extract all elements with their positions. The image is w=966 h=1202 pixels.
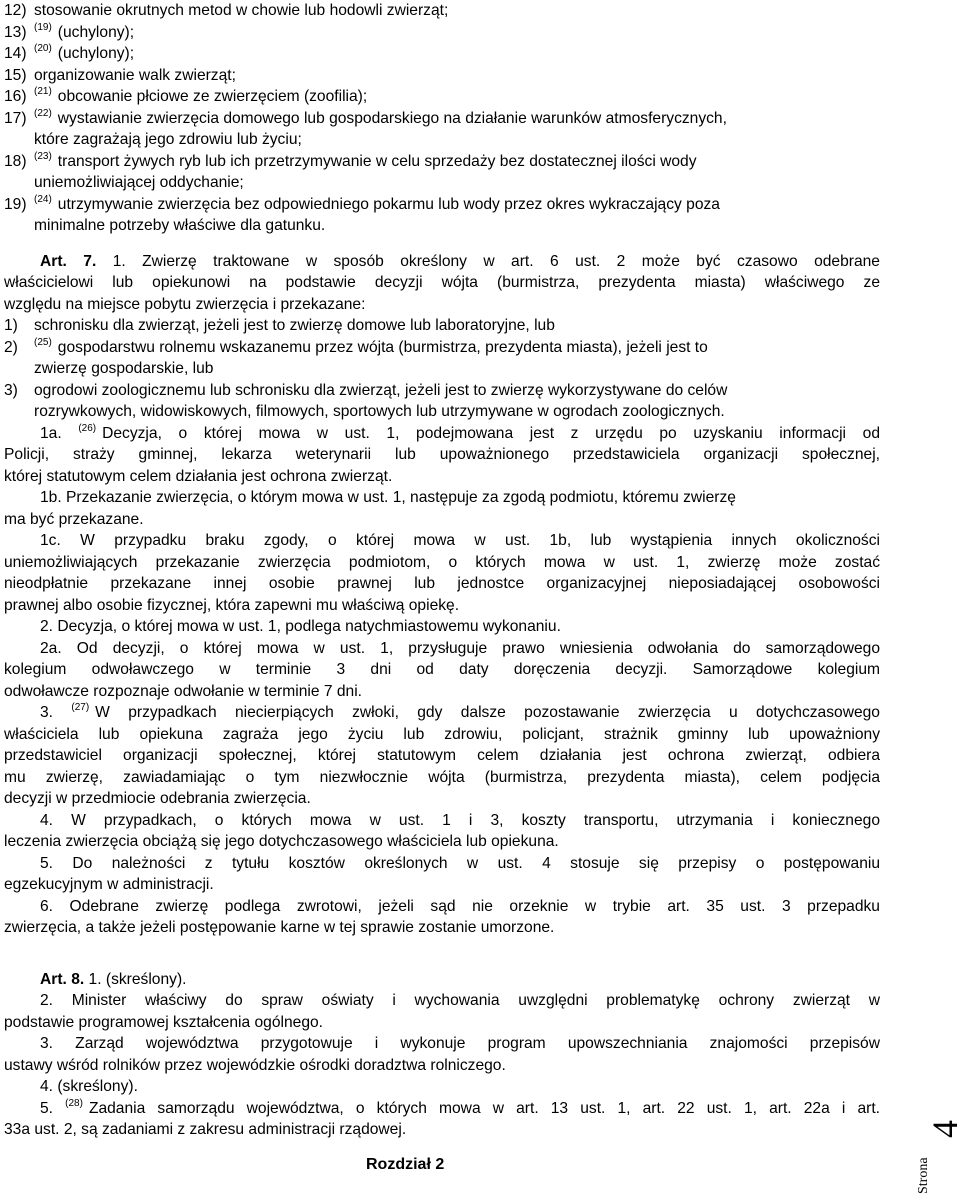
paragraph-line: właścicielowi lub opiekunowi na podstawie decyzji wójta (burmistrza, prezydenta miasta) właściwego ze [4, 274, 880, 291]
article-label: Art. 7. [40, 252, 97, 270]
footnote-ref: (22) [34, 107, 52, 119]
list-item-continuation: zwierzę gospodarskie, lub [34, 360, 214, 377]
list-item: 2) $^{(25)}$ gospodarstwu rolnemu wskazanemu przez wójta (burmistrza, prezydenta miasta), jeżeli jest to [4, 336, 708, 356]
paragraph-line: nieodpłatnie przekazane innej osobie prawnej lub jednostce organizacyjnej nieposiadającej osobowości [4, 575, 880, 592]
footnote-ref: (19) [34, 21, 52, 33]
list-item: 14) $^{(20)}$ (uchylony); [4, 43, 135, 62]
paragraph-line: 6. Odebrane zwierzę podlega zwrotowi, jeżeli sąd nie orzeknie w trybie art. 35 ust. 3 przepadku [40, 897, 880, 915]
list-item-continuation: minimalne potrzeby właściwe dla gatunku. [34, 217, 326, 234]
paragraph-line: przedstawiciel organizacji społecznej, której statutowym celem działania jest ochrona zwierząt, odbiera [4, 747, 880, 764]
list-item-continuation: które zagrażają jego zdrowiu lub życiu; [34, 131, 302, 148]
list-item: 15) organizowanie walk zwierząt; [4, 66, 236, 84]
paragraph-line: ustawy wśród rolników przez wojewódzkie ośrodki doradztwa rolniczego. [4, 1056, 506, 1074]
footnote-ref: (27) [71, 702, 90, 713]
paragraph-line: mu zwierzę, zawiadamiając o tym niezwłocznie wójta (burmistrza, prezydenta miasta), celem podjęcia [4, 768, 880, 786]
paragraph-line: 5. Do należności z tytułu kosztów określonych w ust. 4 stosuje się przepisy o postępowaniu [40, 854, 880, 872]
paragraph-line: podstawie programowej kształcenia ogólnego. [4, 1013, 323, 1031]
paragraph-line: Policji, straży gminnej, lekarza weterynarii lub upoważnionego przedstawiciela organizacji społecznej, [4, 446, 880, 463]
paragraph-line: 1c. W przypadku braku zgody, o której mowa w ust. 1b, lub wystąpienia innych okoliczności [40, 532, 880, 549]
paragraph-line: leczenia zwierzęcia obciążą się jego dotychczasowego właściciela lub opiekuna. [4, 833, 559, 850]
paragraph-line: właściciela lub opiekuna zagraża jego życiu lub zdrowiu, policjant, strażnik gminny lub upoważniony [4, 725, 880, 743]
prohibited-acts-list [4, 0, 880, 237]
list-item: 13) $^{(19)}$ (uchylony); [4, 21, 135, 41]
paragraph-line: kolegium odwoławczego w terminie 3 dni od daty doręczenia decyzji. Samorządowe kolegium [4, 661, 880, 678]
list-item: 19) $^{(24)}$ utrzymywanie zwierzęcia bez odpowiedniego pokarmu lub wody przez okres wykraczający poza [4, 193, 720, 213]
paragraph-line: której statutowym celem działania jest ochrona zwierząt. [4, 467, 393, 485]
list-item-continuation: uniemożliwiającej oddychanie; [34, 174, 244, 191]
paragraph-line: 2. Decyzja, o której mowa w ust. 1, podlega natychmiastowemu wykonaniu. [40, 618, 561, 635]
paragraph-line: 1a. $^{(26)}$ Decyzja, o której mowa w ust. 1, podejmowana jest z urzędu po uzyskaniu informacji od [40, 422, 880, 442]
paragraph-line: 5. $^{(28)}$ Zadania samorządu województwa, o których mowa w art. 13 ust. 1, art. 22 ust. 1, art. 22a i art. [40, 1097, 880, 1117]
paragraph-line: 1b. Przekazanie zwierzęcia, o którym mowa w ust. 1, następuje za zgodą podmiotu, któremu zwierzę [40, 489, 736, 506]
footnote-ref: (24) [34, 193, 52, 205]
paragraph-line: 4. W przypadkach, o których mowa w ust. 1 i 3, koszty transportu, utrzymania i koniecznego [40, 811, 880, 829]
paragraph-line: ma być przekazane. [4, 510, 144, 528]
footnote-ref: (23) [34, 150, 52, 162]
paragraph-line: 2a. Od decyzji, o której mowa w ust. 1, przysługuje prawo wniesienia odwołania do samorządowego [40, 639, 880, 657]
page-footer [914, 1104, 965, 1194]
list-item: 18) $^{(23)}$ transport żywych ryb lub ich przetrzymywanie w celu sprzedaży bez dostatecznej ilości wody [4, 150, 697, 170]
document-page [4, 0, 880, 1141]
footnote-ref: (21) [34, 86, 52, 97]
page-number: 4 [925, 1120, 965, 1138]
paragraph-line: 4. (skreślony). [40, 1078, 138, 1095]
chapter-heading: Rozdział 2 [366, 1156, 445, 1173]
footnote-ref: (20) [34, 43, 52, 54]
list-item: 17) $^{(22)}$ wystawianie zwierzęcia domowego lub gospodarskiego na działanie warunków atmosferycznych, [4, 107, 727, 127]
footnote-ref: (26) [78, 422, 97, 434]
footnote-ref: (25) [34, 336, 52, 348]
paragraph-line: Art. 7. 1. Zwierzę traktowane w sposób określony w art. 6 ust. 2 może być czasowo odebrane [40, 252, 880, 270]
page-label: Strona [916, 1157, 931, 1194]
paragraph-line: 3. $^{(27)}$ W przypadkach niecierpiących zwłoki, gdy dalsze pozostawanie zwierzęcia u dotychczasowego [40, 702, 880, 721]
list-item: 12) stosowanie okrutnych metod w chowie lub hodowli zwierząt; [4, 2, 449, 19]
paragraph-line: uniemożliwiających przekazanie zwierzęcia podmiotom, o których mowa w ust. 1, zwierzę może zostać [4, 553, 880, 571]
paragraph-line: 3. Zarząd województwa przygotowuje i wykonuje program upowszechniania znajomości przepisów [40, 1035, 880, 1052]
paragraph-line: decyzji w przedmiocie odebrania zwierzęcia. [4, 790, 311, 807]
article-8 [4, 969, 880, 1141]
paragraph-line: względu na miejsce pobytu zwierzęcia i przekazane: [4, 295, 366, 313]
paragraph-line: 33a ust. 2, są zadaniami z zakresu administracji rządowej. [4, 1121, 407, 1138]
footnote-ref: (28) [65, 1097, 83, 1109]
paragraph-line: 2. Minister właściwy do spraw oświaty i wychowania uwzględni problematykę ochrony zwierząt w [40, 992, 880, 1009]
list-item: 16) $^{(21)}$ obcowanie płciowe ze zwierzęciem (zoofilia); [4, 86, 368, 105]
article-label: Art. 8. [40, 970, 85, 988]
list-item-continuation: rozrywkowych, widowiskowych, filmowych, sportowych lub utrzymywane w ogrodach zoologicznych. [34, 403, 725, 420]
paragraph-line: prawnej albo osobie fizycznej, która zapewni mu właściwą opiekę. [4, 596, 460, 614]
article-7 [4, 251, 880, 939]
paragraph-line: egzekucyjnym w administracji. [4, 876, 214, 893]
paragraph-line: Art. 8. 1. (skreślony). [40, 970, 187, 988]
list-item: 1) schronisku dla zwierząt, jeżeli jest to zwierzę domowe lub laboratoryjne, lub [4, 317, 555, 334]
paragraph-line: odwoławcze rozpoznaje odwołanie w terminie 7 dni. [4, 682, 362, 700]
paragraph-line: zwierzęcia, a także jeżeli postępowanie karne w tej sprawie zostanie umorzone. [4, 919, 555, 936]
list-item: 3) ogrodowi zoologicznemu lub schronisku dla zwierząt, jeżeli jest to zwierzę wykorzystywane do celów [4, 381, 728, 399]
